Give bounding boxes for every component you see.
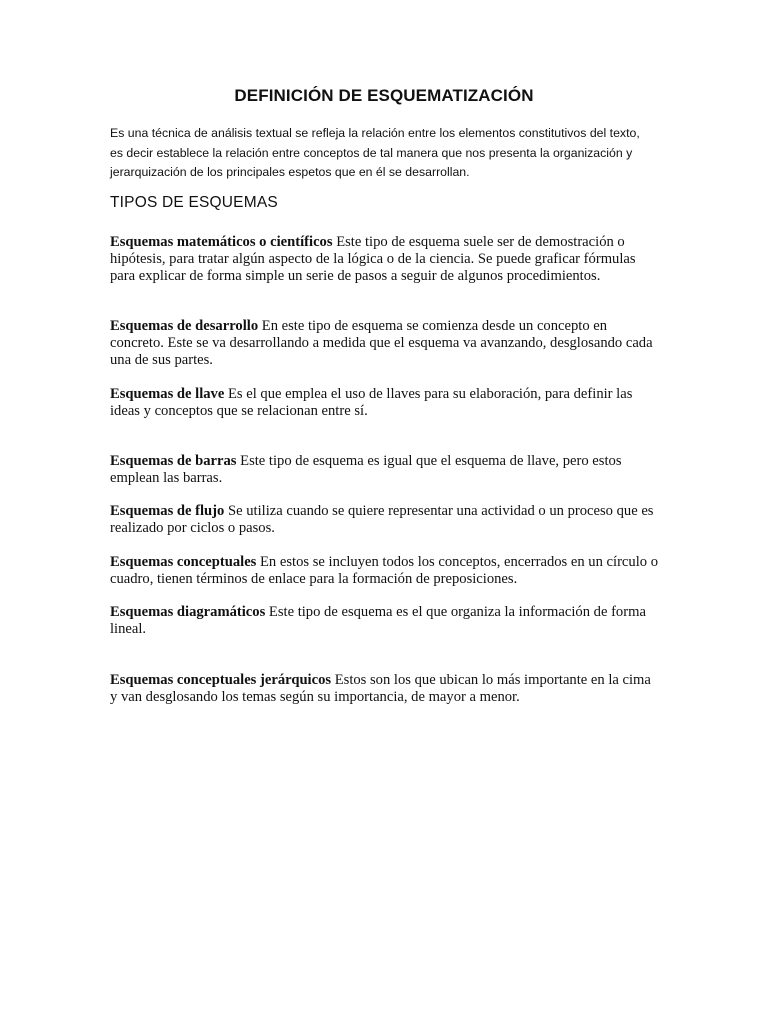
page-title: DEFINICIÓN DE ESQUEMATIZACIÓN	[234, 86, 534, 105]
type-item-flujo	[110, 503, 660, 537]
type-description: Estos son los que ubican lo más importante en la cima y van desglosando los temas según su importancia, de mayor a menor.	[110, 672, 651, 706]
type-name: Esquemas matemáticos o científicos	[110, 234, 333, 250]
type-item-diagramaticos	[110, 604, 660, 638]
type-description: En estos se incluyen todos los conceptos, encerrados en un círculo o cuadro, tienen términos de enlace para la formación de preposiciones.	[110, 554, 658, 588]
section-heading: TIPOS DE ESQUEMAS	[110, 194, 278, 211]
type-name: Esquemas de desarrollo	[110, 318, 259, 334]
type-description: Este tipo de esquema es el que organiza la información de forma lineal.	[110, 604, 646, 638]
type-item-jerarquicos	[110, 672, 660, 706]
type-name: Esquemas de flujo	[110, 503, 225, 519]
type-description: Se utiliza cuando se quiere representar una actividad o un proceso que es realizado por ciclos o pasos.	[110, 503, 654, 537]
type-name: Esquemas de llave	[110, 386, 225, 402]
type-description: En este tipo de esquema se comienza desde un concepto en concreto. Este se va desarrollando a medida que el esquema va avanzando, desglosando cada una de sus partes.	[110, 318, 653, 369]
type-name: Esquemas diagramáticos	[110, 604, 266, 620]
intro-paragraph: Es una técnica de análisis textual se refleja la relación entre los elementos constitutivos del texto, es decir establece la relación entre conceptos de tal manera que nos presenta la organización y jerarquización de los principales espetos que en él se desarrollan.	[110, 126, 640, 179]
type-name: Esquemas de barras	[110, 453, 237, 469]
type-description: Este tipo de esquema suele ser de demostración o hipótesis, para tratar algún aspecto de la lógica o de la ciencia. Se puede graficar fórmulas para explicar de forma simple un serie de pasos a seguir de algunos procedimientos.	[110, 234, 636, 285]
type-item-conceptuales	[110, 554, 660, 588]
type-name: Esquemas conceptuales	[110, 554, 257, 570]
type-item-barras	[110, 453, 660, 487]
type-name: Esquemas conceptuales jerárquicos	[110, 672, 332, 688]
type-item-matematicos	[110, 234, 660, 286]
type-description: Es el que emplea el uso de llaves para su elaboración, para definir las ideas y conceptos que se relacionan entre sí.	[110, 386, 633, 420]
type-item-llave	[110, 386, 660, 420]
type-item-desarrollo	[110, 318, 660, 370]
type-description: Este tipo de esquema es igual que el esquema de llave, pero estos emplean las barras.	[110, 453, 622, 487]
